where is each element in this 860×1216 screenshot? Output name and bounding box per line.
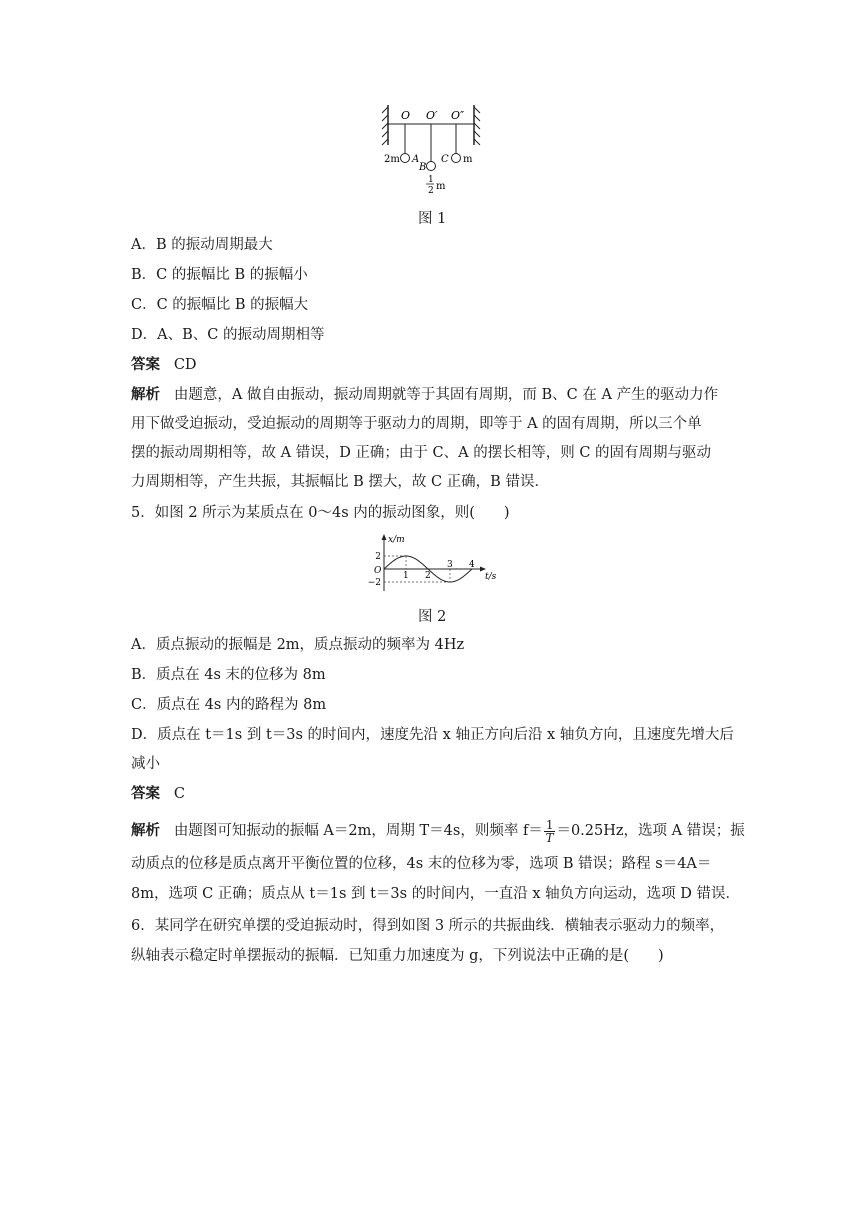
svg-text:m: m xyxy=(436,181,446,192)
q4-analysis-line-4: 力周期相等，产生共振，其振幅比 B 摆大，故 C 正确，B 错误． xyxy=(131,474,549,490)
analysis-label: 解析 xyxy=(131,386,160,403)
figure-1-caption: 图 1 xyxy=(418,211,447,227)
svg-text:2: 2 xyxy=(428,186,434,196)
q4-analysis-line-1 xyxy=(131,385,718,405)
svg-text:1: 1 xyxy=(428,175,434,185)
analysis-text: 由题意，A 做自由振动，振动周期就等于其固有周期，而 B、C 在 A 产生的驱动力作 xyxy=(173,387,719,403)
q5-answer xyxy=(131,784,185,804)
answer-value: C xyxy=(173,786,185,802)
q5-option-c: C．质点在 4s 内的路程为 8m xyxy=(131,697,327,713)
svg-text:O″: O″ xyxy=(451,109,465,122)
q4-analysis-line-3: 摆的振动周期相等，故 A 错误，D 正确；由于 C、A 的摆长相等，则 C 的固有周期与驱动 xyxy=(131,445,712,461)
svg-text:C: C xyxy=(441,154,449,165)
svg-text:2m: 2m xyxy=(384,154,400,165)
q5-analysis-line-2: 动质点的位移是质点离开平衡位置的位移，4s 末的位移为零，选项 B 错误；路程 s＝4A＝ xyxy=(131,856,712,872)
fraction-numerator: 1 xyxy=(545,817,554,832)
svg-text:O: O xyxy=(401,109,411,122)
y-tick-label: 2 xyxy=(375,552,381,562)
q4-answer xyxy=(131,355,197,375)
answer-label: 答案 xyxy=(131,356,160,373)
fraction-denominator: T xyxy=(545,830,554,845)
origin-label: O xyxy=(374,566,382,576)
y-axis-label: x/m xyxy=(388,535,405,545)
q4-option-a: A．B 的振动周期最大 xyxy=(131,237,273,253)
q4-analysis-line-2: 用下做受迫振动，受迫振动的周期等于驱动力的周期，即等于 A 的固有周期，所以三个单 xyxy=(131,416,702,432)
q4-option-b: B．C 的振幅比 B 的振幅小 xyxy=(131,267,308,283)
figure-2-caption: 图 2 xyxy=(418,609,447,625)
q5-option-a: A．质点振动的振幅是 2m，质点振动的频率为 4Hz xyxy=(131,637,465,653)
q5-option-d-cont: 减小 xyxy=(131,756,160,772)
q5-analysis-line-3: 8m，选项 C 正确；质点从 t＝1s 到 t＝3s 的时间内，一直沿 x 轴负方向运动，选项 D 错误． xyxy=(131,886,740,902)
y-tick-label: −2 xyxy=(367,578,381,588)
q5-option-d: D．质点在 t＝1s 到 t＝3s 的时间内，速度先沿 x 轴正方向后沿 x 轴负方向，且速度先增大后 xyxy=(131,727,734,743)
svg-text:m: m xyxy=(463,154,473,165)
answer-value: CD xyxy=(173,357,197,373)
analysis-text: 由题图可知振动的振幅 A＝2m，周期 T＝4s，则频率 f＝ xyxy=(173,823,543,839)
q6-stem-line-1: 6．某同学在研究单摆的受迫振动时，得到如图 3 所示的共振曲线．横轴表示驱动力的频率， xyxy=(131,918,725,934)
q6-stem-line-2: 纵轴表示稳定时单摆振动的振幅．已知重力加速度为 g，下列说法中正确的是( ) xyxy=(131,948,664,964)
x-axis-label: t/s xyxy=(485,572,497,582)
q5-stem: 5．如图 2 所示为某质点在 0～4s 内的振动图象，则( ) xyxy=(131,505,510,521)
x-tick-label: 4 xyxy=(469,560,475,570)
q5-option-b: B．质点在 4s 末的位移为 8m xyxy=(131,667,326,683)
x-tick-label: 1 xyxy=(403,571,409,581)
figure-2-chart xyxy=(354,533,514,595)
svg-text:O′: O′ xyxy=(426,109,438,122)
q5-analysis-line-1 xyxy=(131,816,745,846)
q4-option-d: D．A、B、C 的振动周期相等 xyxy=(131,327,325,343)
figure-1-pendulums xyxy=(0,95,860,295)
svg-text:B: B xyxy=(419,162,427,173)
q4-option-c: C．C 的振幅比 B 的振幅大 xyxy=(131,297,309,313)
x-tick-label: 3 xyxy=(447,560,453,570)
fraction xyxy=(544,819,556,844)
x-tick-label: 2 xyxy=(425,571,431,581)
analysis-text-cont: ＝0.25Hz，选项 A 错误；振 xyxy=(556,823,745,839)
svg-text:A: A xyxy=(412,154,420,165)
answer-label: 答案 xyxy=(131,785,160,802)
analysis-label: 解析 xyxy=(131,822,160,839)
